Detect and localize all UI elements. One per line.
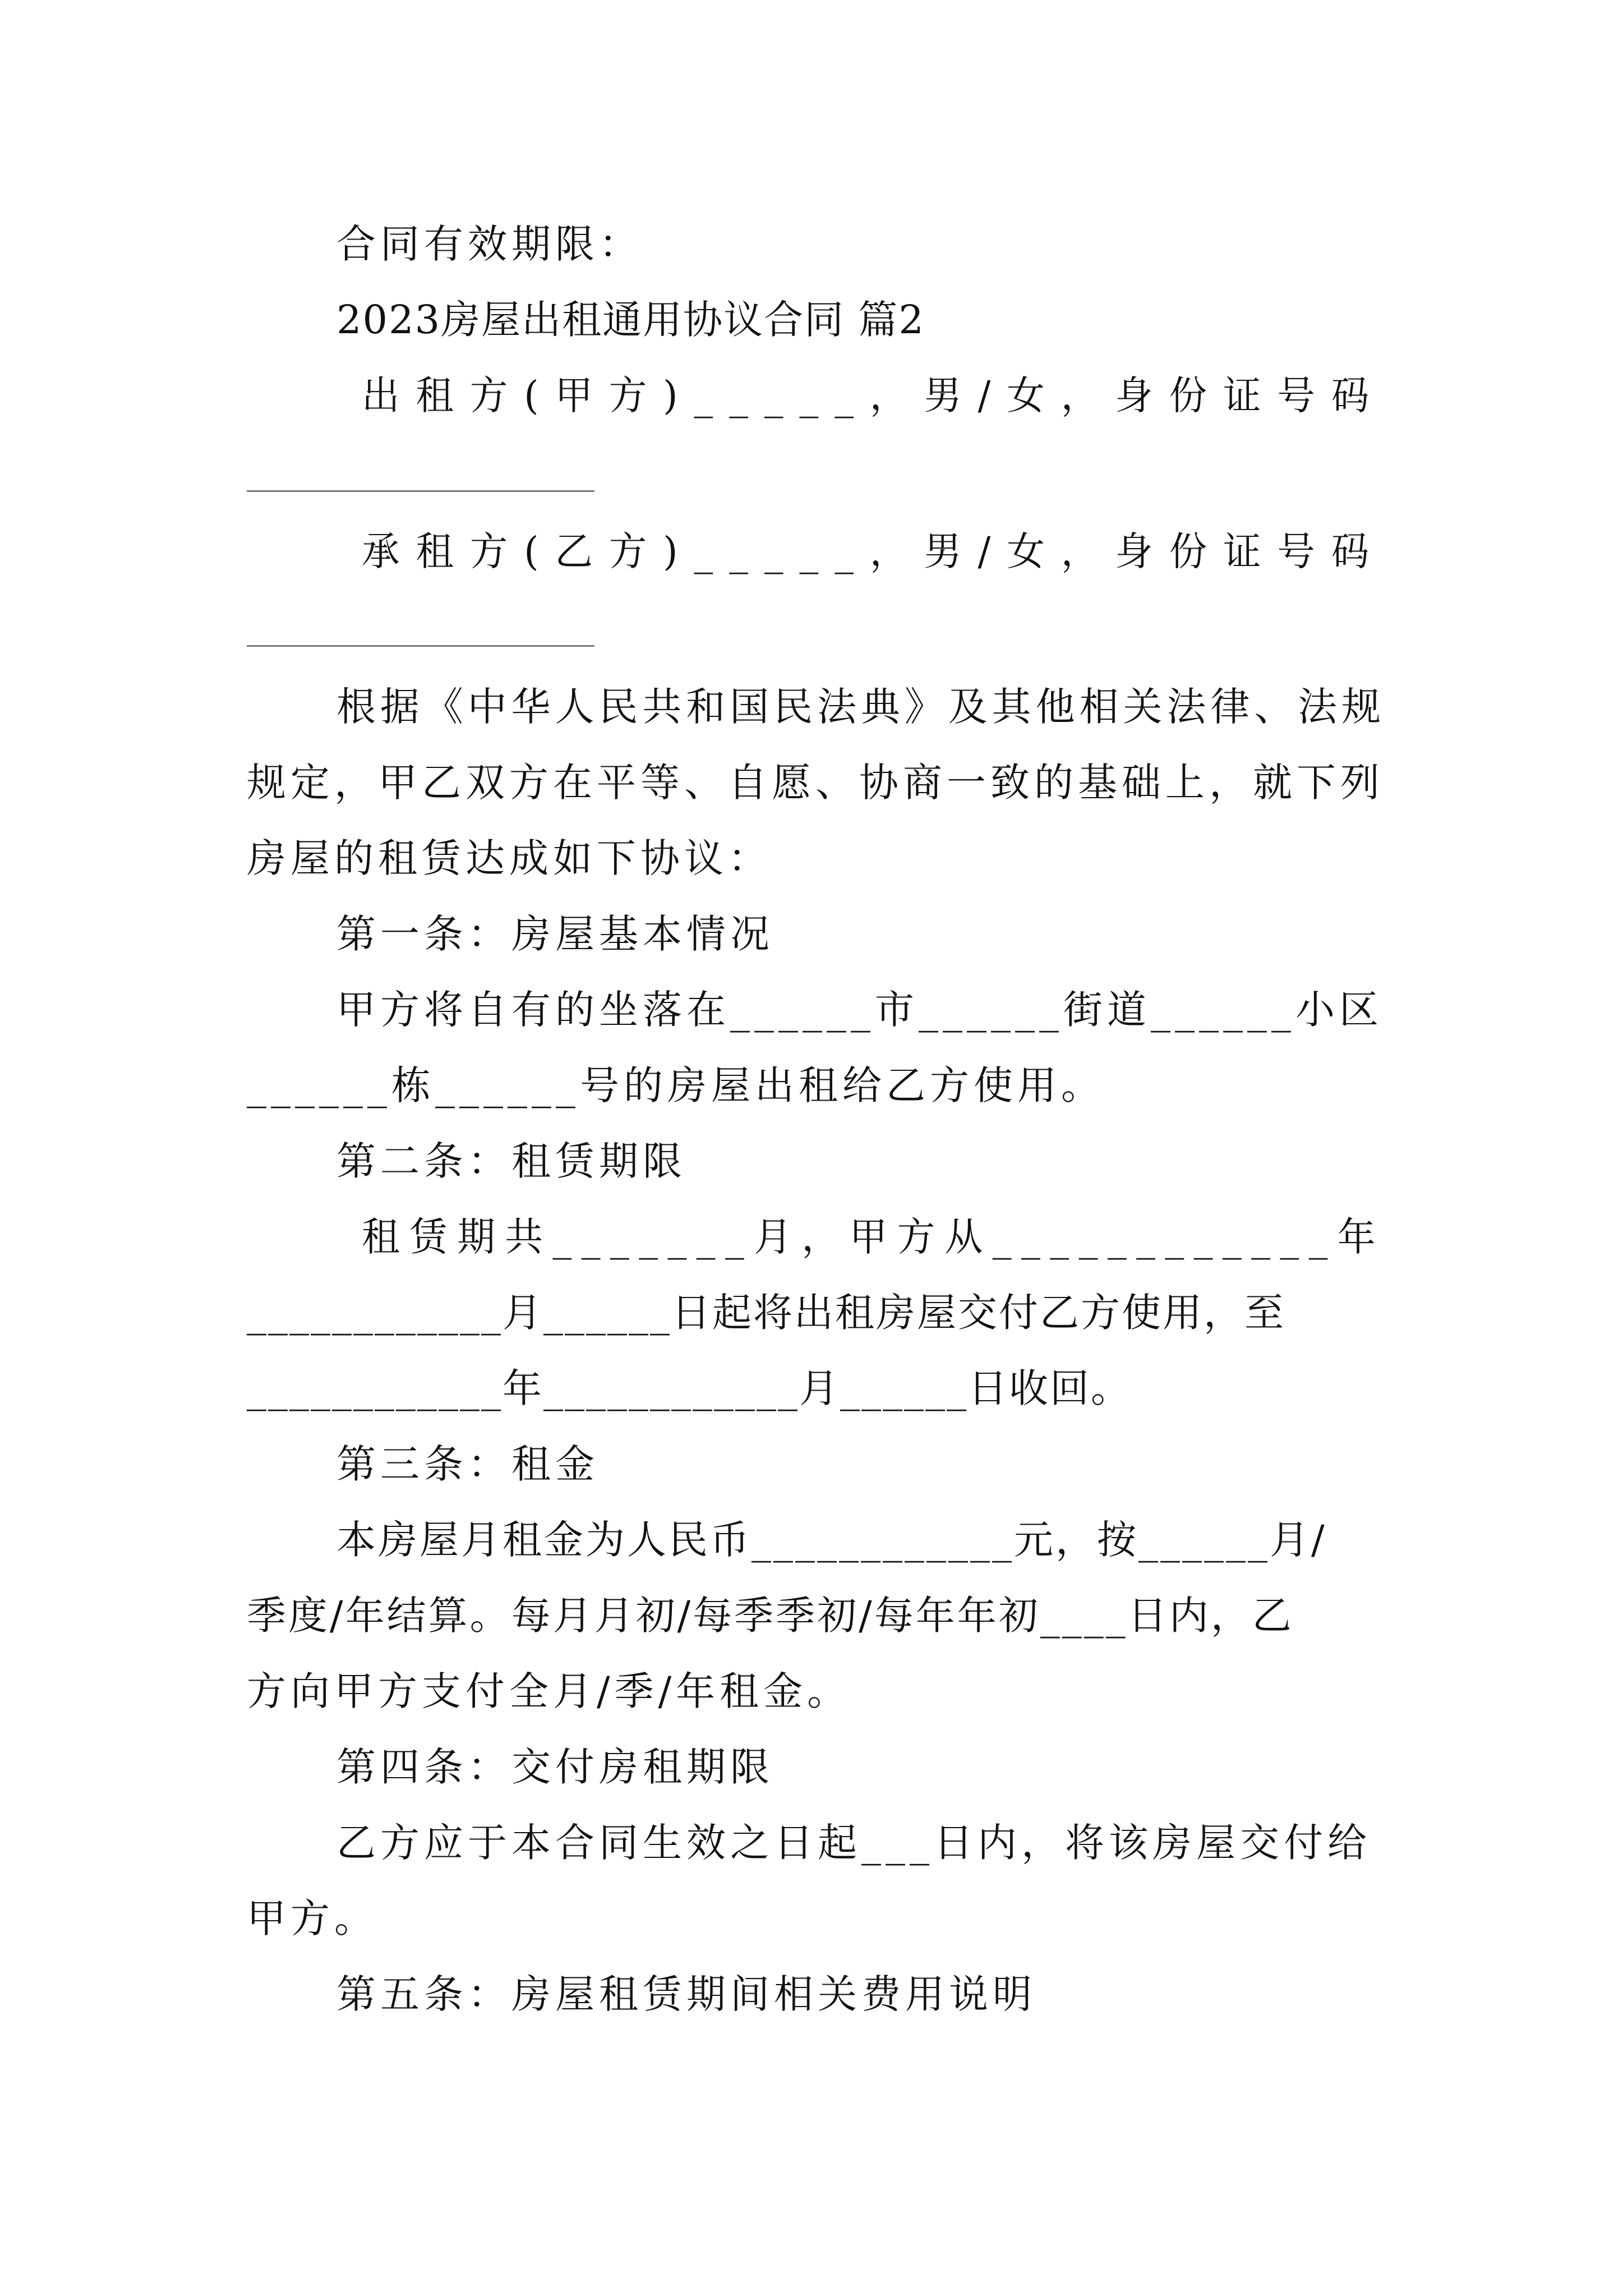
lessor-line: 出租方(甲方)_____，男/女，身份证号码 <box>362 372 1386 418</box>
article-2-line-1: 租赁期共_______月，甲方从____________年 <box>362 1214 1385 1260</box>
article-2-heading: 第二条：租赁期限 <box>336 1138 686 1184</box>
lessor-id-blank <box>247 490 594 492</box>
contract-title: 2023房屋出租通用协议合同 篇2 <box>336 297 925 343</box>
lessee-id-blank <box>247 645 594 647</box>
article-2-line-2: ____________月______日起将出租房屋交付乙方使用，至 <box>247 1290 1285 1336</box>
article-3-line-2: 季度/年结算。每月月初/每季季初/每年年初____日内，乙 <box>247 1593 1294 1639</box>
validity-label: 合同有效期限： <box>336 221 643 267</box>
article-5-heading: 第五条：房屋租赁期间相关费用说明 <box>336 1971 1036 2017</box>
article-4-line-2: 甲方。 <box>247 1895 378 1941</box>
article-1-line-1: 甲方将自有的坐落在______市______街道______小区 <box>336 987 1383 1033</box>
article-2-line-3: ____________年____________月______日收回。 <box>247 1365 1132 1411</box>
article-4-heading: 第四条：交付房租期限 <box>336 1744 774 1790</box>
article-1-line-2: ______栋______号的房屋出租给乙方使用。 <box>247 1062 1105 1108</box>
preamble-line-3: 房屋的租赁达成如下协议： <box>247 835 772 881</box>
article-3-line-1: 本房屋月租金为人民币____________元，按______月/ <box>336 1517 1327 1563</box>
article-4-line-1: 乙方应于本合同生效之日起___日内，将该房屋交付给 <box>336 1820 1371 1866</box>
preamble-line-2: 规定，甲乙双方在平等、自愿、协商一致的基础上，就下列 <box>247 760 1384 806</box>
article-3-line-3: 方向甲方支付全月/季/年租金。 <box>247 1668 851 1714</box>
article-3-heading: 第三条：租金 <box>336 1441 599 1487</box>
article-1-heading: 第一条：房屋基本情况 <box>336 911 774 957</box>
preamble-line-1: 根据《中华人民共和国民法典》及其他相关法律、法规 <box>336 684 1385 730</box>
lessee-line: 承租方(乙方)_____，男/女，身份证号码 <box>362 528 1386 574</box>
